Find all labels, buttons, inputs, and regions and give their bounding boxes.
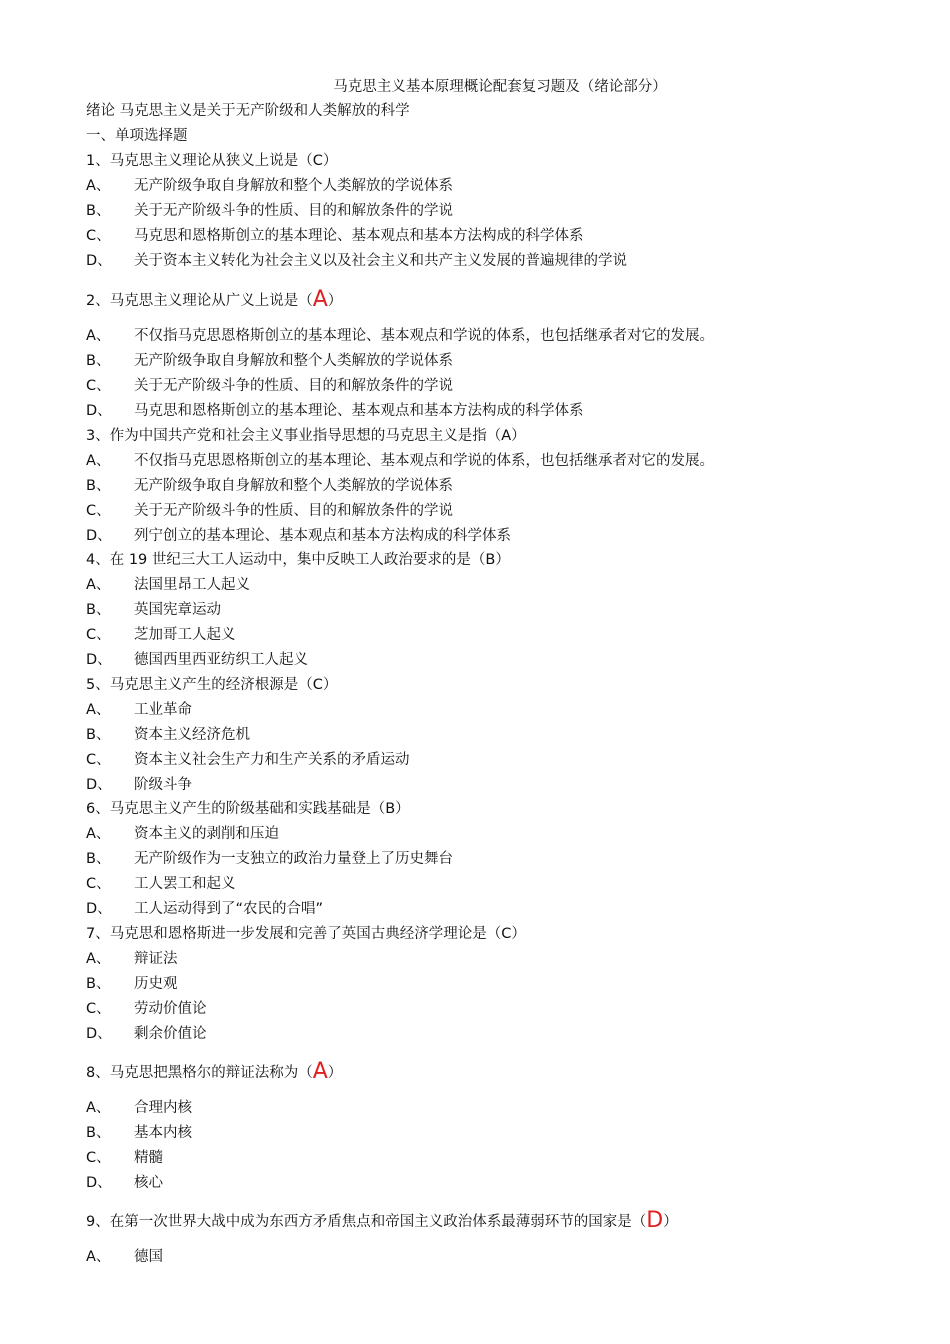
option-text: 列宁创立的基本理论、基本观点和基本方法构成的科学体系 <box>134 528 511 544</box>
handwritten-answer: A <box>312 287 328 312</box>
option-letter: D、 <box>86 777 112 793</box>
option-letter: D、 <box>86 901 112 917</box>
option-4b <box>86 599 910 621</box>
option-text: 精髓 <box>134 1150 163 1166</box>
question-5: 5、马克思主义产生的经济根源是（C） <box>86 677 338 693</box>
question-4: 4、在 19 世纪三大工人运动中，集中反映工人政治要求的是（B） <box>86 552 510 568</box>
question-text: 2、马克思主义理论从广义上说是（ <box>86 293 313 309</box>
option-text: 关于无产阶级斗争的性质、目的和解放条件的学说 <box>134 503 453 519</box>
document-title: 马克思主义基本原理概论配套复习题及（绪论部分） <box>333 79 667 95</box>
option-text: 不仅指马克思恩格斯创立的基本理论、基本观点和学说的体系，也包括继承者对它的发展。 <box>134 453 714 469</box>
option-text: 资本主义的剥削和压迫 <box>134 826 279 842</box>
option-7a <box>86 948 910 970</box>
question-9 <box>86 1210 910 1233</box>
question-2 <box>86 289 910 312</box>
option-1b <box>86 200 910 222</box>
option-7d <box>86 1023 910 1045</box>
option-6b <box>86 848 910 870</box>
option-letter: C、 <box>86 876 111 892</box>
option-text: 关于无产阶级斗争的性质、目的和解放条件的学说 <box>134 203 453 219</box>
option-text: 辩证法 <box>134 951 178 967</box>
option-letter: B、 <box>86 1125 111 1141</box>
option-letter: B、 <box>86 602 111 618</box>
option-letter: D、 <box>86 1026 112 1042</box>
option-letter: D、 <box>86 652 112 668</box>
option-letter: C、 <box>86 1150 111 1166</box>
option-text: 法国里昂工人起义 <box>134 577 250 593</box>
option-text: 资本主义社会生产力和生产关系的矛盾运动 <box>134 752 410 768</box>
question-8 <box>86 1061 910 1084</box>
option-text: 资本主义经济危机 <box>134 727 250 743</box>
option-letter: A、 <box>86 1100 111 1116</box>
option-6d <box>86 898 910 920</box>
option-text: 工人运动得到了“农民的合唱” <box>134 901 324 917</box>
handwritten-answer: A <box>312 1059 328 1084</box>
option-text: 无产阶级争取自身解放和整个人类解放的学说体系 <box>134 353 453 369</box>
option-letter: B、 <box>86 353 111 369</box>
question-text: 9、在第一次世界大战中成为东西方矛盾焦点和帝国主义政治体系最薄弱环节的国家是（ <box>86 1214 647 1230</box>
option-text: 阶级斗争 <box>134 777 192 793</box>
option-text: 马克思和恩格斯创立的基本理论、基本观点和基本方法构成的科学体系 <box>134 228 584 244</box>
option-letter: A、 <box>86 453 111 469</box>
option-letter: C、 <box>86 1001 111 1017</box>
option-text: 不仅指马克思恩格斯创立的基本理论、基本观点和学说的体系，也包括继承者对它的发展。 <box>134 328 714 344</box>
question-1: 1、马克思主义理论从狭义上说是（C） <box>86 153 338 169</box>
option-text: 芝加哥工人起义 <box>134 627 236 643</box>
option-3d <box>86 525 910 547</box>
option-text: 德国西里西亚纺织工人起义 <box>134 652 308 668</box>
option-letter: B、 <box>86 478 111 494</box>
option-3c <box>86 500 910 522</box>
option-letter: C、 <box>86 752 111 768</box>
option-letter: C、 <box>86 627 111 643</box>
question-suffix: ） <box>327 293 343 309</box>
option-letter: C、 <box>86 378 111 394</box>
option-letter: A、 <box>86 178 111 194</box>
option-3b <box>86 475 910 497</box>
option-letter: B、 <box>86 851 111 867</box>
option-letter: D、 <box>86 1175 112 1191</box>
option-text: 工人罢工和起义 <box>134 876 236 892</box>
option-letter: A、 <box>86 702 111 718</box>
option-letter: A、 <box>86 951 111 967</box>
option-text: 无产阶级争取自身解放和整个人类解放的学说体系 <box>134 178 453 194</box>
option-8b <box>86 1122 910 1144</box>
option-text: 关于资本主义转化为社会主义以及社会主义和共产主义发展的普遍规律的学说 <box>134 253 627 269</box>
option-8c <box>86 1147 910 1169</box>
question-suffix: ） <box>327 1065 343 1081</box>
option-letter: A、 <box>86 577 111 593</box>
option-text: 英国宪章运动 <box>134 602 221 618</box>
option-5c <box>86 749 910 771</box>
option-1d <box>86 250 910 272</box>
option-letter: D、 <box>86 403 112 419</box>
question-7: 7、马克思和恩格斯进一步发展和完善了英国古典经济学理论是（C） <box>86 926 526 942</box>
question-suffix: ） <box>663 1214 678 1230</box>
option-2a <box>86 325 910 347</box>
option-text: 无产阶级作为一支独立的政治力量登上了历史舞台 <box>134 851 453 867</box>
option-7c <box>86 998 910 1020</box>
section-heading: 一、单项选择题 <box>86 128 188 144</box>
option-letter: A、 <box>86 826 111 842</box>
option-text: 工业革命 <box>134 702 192 718</box>
option-text: 马克思和恩格斯创立的基本理论、基本观点和基本方法构成的科学体系 <box>134 403 584 419</box>
option-letter: A、 <box>86 328 111 344</box>
option-2b <box>86 350 910 372</box>
option-4d <box>86 649 910 671</box>
option-letter: C、 <box>86 228 111 244</box>
option-8d <box>86 1172 910 1194</box>
option-5b <box>86 724 910 746</box>
handwritten-answer: D <box>646 1208 664 1233</box>
option-4a <box>86 574 910 596</box>
option-text: 劳动价值论 <box>134 1001 207 1017</box>
option-5d <box>86 774 910 796</box>
option-9a <box>86 1246 910 1268</box>
option-text: 基本内核 <box>134 1125 192 1141</box>
option-8a <box>86 1097 910 1119</box>
option-4c <box>86 624 910 646</box>
option-letter: B、 <box>86 203 111 219</box>
option-letter: B、 <box>86 727 111 743</box>
option-2c <box>86 375 910 397</box>
option-text: 剩余价值论 <box>134 1026 207 1042</box>
option-text: 历史观 <box>134 976 178 992</box>
option-2d <box>86 400 910 422</box>
option-text: 关于无产阶级斗争的性质、目的和解放条件的学说 <box>134 378 453 394</box>
option-1c <box>86 225 910 247</box>
option-6c <box>86 873 910 895</box>
option-letter: B、 <box>86 976 111 992</box>
option-3a <box>86 450 910 472</box>
question-text: 8、马克思把黑格尔的辩证法称为（ <box>86 1065 313 1081</box>
option-letter: D、 <box>86 528 112 544</box>
option-1a <box>86 175 910 197</box>
option-6a <box>86 823 910 845</box>
option-text: 合理内核 <box>134 1100 192 1116</box>
option-text: 无产阶级争取自身解放和整个人类解放的学说体系 <box>134 478 453 494</box>
option-letter: D、 <box>86 253 112 269</box>
question-6: 6、马克思主义产生的阶级基础和实践基础是（B） <box>86 801 410 817</box>
chapter-heading: 绪论 马克思主义是关于无产阶级和人类解放的科学 <box>86 103 410 119</box>
option-5a <box>86 699 910 721</box>
option-letter: C、 <box>86 503 111 519</box>
option-text: 核心 <box>134 1175 163 1191</box>
option-7b <box>86 973 910 995</box>
option-letter: A、 <box>86 1249 111 1265</box>
question-3: 3、作为中国共产党和社会主义事业指导思想的马克思主义是指（A） <box>86 428 526 444</box>
option-text: 德国 <box>134 1249 163 1265</box>
